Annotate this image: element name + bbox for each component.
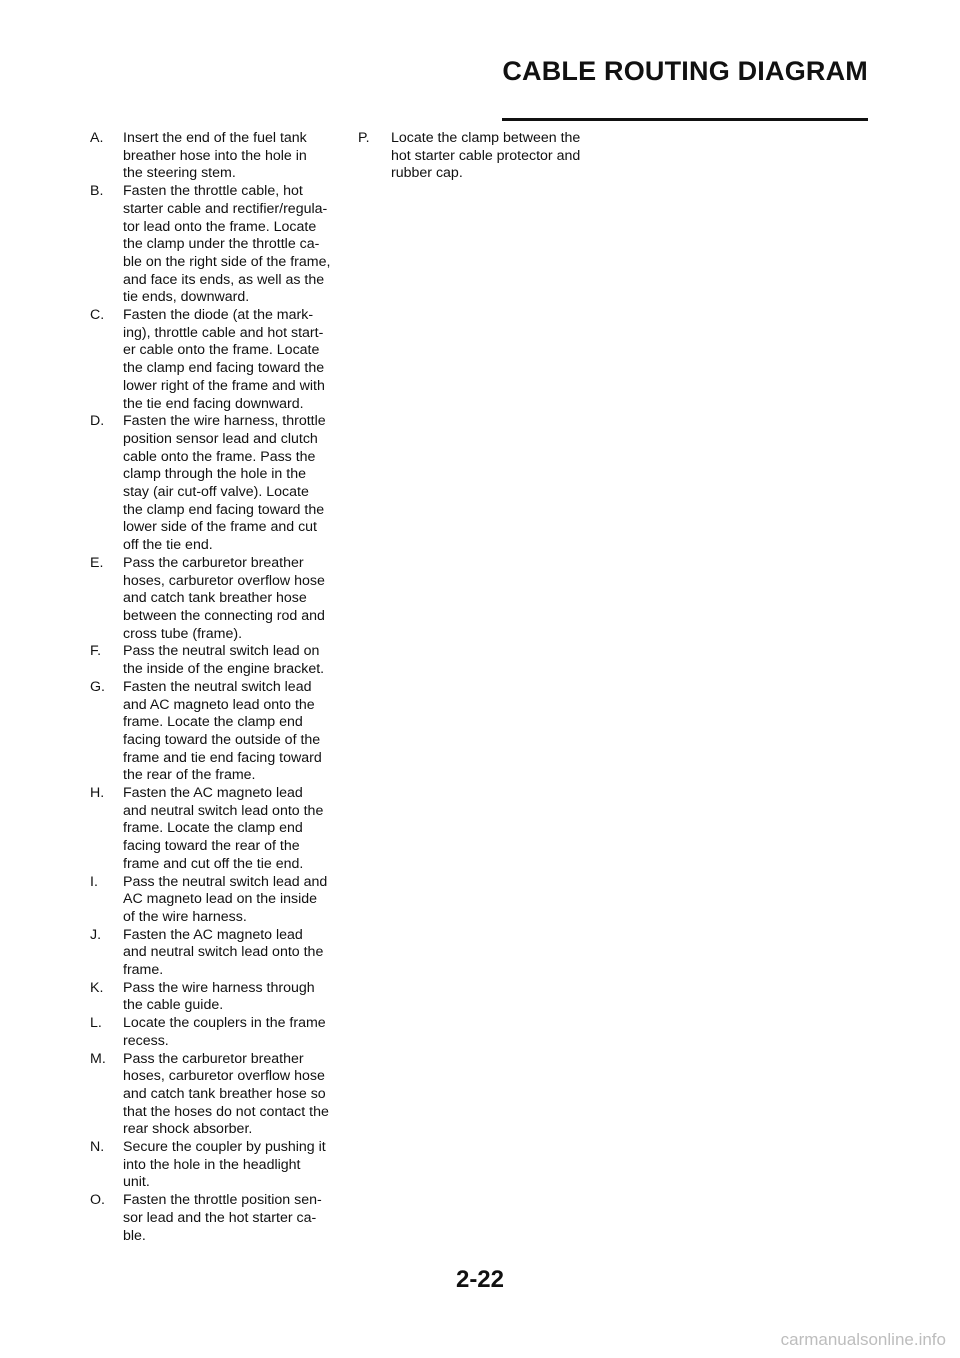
item-text-line: of the wire harness.: [123, 908, 247, 925]
item-text-line: clamp through the hole in the: [123, 466, 306, 483]
item-text-line: tie ends, downward.: [123, 289, 250, 306]
item-text: [123, 307, 340, 413]
item-text-line: Locate the clamp between the: [391, 130, 581, 146]
item-text-line: recess.: [123, 1032, 169, 1049]
item-text-line: the steering stem.: [123, 165, 236, 182]
item-text: [123, 785, 340, 874]
item-text-line: the clamp under the throttle ca-: [123, 236, 320, 253]
list-item: [90, 874, 340, 927]
item-text-line: starter cable and rectifier/regula-: [123, 200, 328, 217]
item-text-line: between the connecting rod and: [123, 607, 325, 624]
item-text-line: cross tube (frame).: [123, 625, 243, 642]
item-text: [123, 980, 340, 1015]
item-text-line: and neutral switch lead onto the: [123, 802, 324, 819]
item-text-line: sor lead and the hot starter ca-: [123, 1209, 317, 1226]
item-text-line: and catch tank breather hose so: [123, 1085, 326, 1102]
list-item: [90, 1192, 340, 1245]
item-text: [123, 927, 340, 980]
list-item: [90, 183, 340, 307]
item-text: [123, 1139, 340, 1192]
item-text-line: and catch tank breather hose: [123, 590, 307, 607]
item-text-line: lower right of the frame and with: [123, 377, 325, 394]
item-text-line: rear shock absorber.: [123, 1121, 253, 1138]
list-item: [90, 1139, 340, 1192]
item-text-line: frame and cut off the tie end.: [123, 855, 304, 872]
item-letter: K.: [90, 979, 104, 996]
item-text-line: that the hoses do not contact the: [123, 1103, 329, 1120]
item-letter: E.: [90, 554, 104, 571]
item-text-line: Pass the carburetor breather: [123, 554, 304, 571]
item-text: [123, 555, 340, 644]
item-text-line: Secure the coupler by pushing it: [123, 1139, 326, 1156]
item-text-line: the clamp end facing toward the: [123, 501, 325, 518]
page-title: CABLE ROUTING DIAGRAM: [502, 56, 868, 86]
item-text-line: facing toward the outside of the: [123, 731, 321, 748]
list-item: [90, 1015, 340, 1050]
item-text-line: er cable onto the frame. Locate: [123, 342, 320, 359]
item-text-line: AC magneto lead on the inside: [123, 891, 318, 908]
list-item: [90, 643, 340, 678]
right-column: [358, 130, 608, 183]
item-text-line: frame. Locate the clamp end: [123, 820, 303, 837]
item-text-line: Fasten the throttle cable, hot: [123, 183, 303, 200]
item-text-line: position sensor lead and clutch: [123, 430, 318, 447]
item-letter: G.: [90, 678, 105, 695]
item-text-line: the inside of the engine bracket.: [123, 661, 325, 678]
item-text: [123, 874, 340, 927]
item-letter: D.: [90, 413, 105, 430]
item-text-line: Pass the carburetor breather: [123, 1050, 304, 1067]
item-text: [391, 130, 608, 183]
item-text-line: hoses, carburetor overflow hose: [123, 1068, 325, 1085]
item-letter: B.: [90, 183, 104, 200]
item-text-line: ble on the right side of the frame,: [123, 253, 331, 270]
item-letter: L.: [90, 1015, 102, 1032]
item-text-line: off the tie end.: [123, 537, 213, 554]
item-letter: J.: [90, 926, 102, 943]
list-item: [90, 413, 340, 555]
item-letter: H.: [90, 785, 105, 802]
item-text-line: Pass the neutral switch lead and: [123, 873, 328, 890]
list-item: [90, 1051, 340, 1140]
item-text-line: Fasten the wire harness, throttle: [123, 413, 326, 430]
item-text-line: Fasten the diode (at the mark-: [123, 307, 314, 324]
item-text: [123, 1051, 340, 1140]
item-text-line: Pass the neutral switch lead on: [123, 643, 320, 660]
item-text-line: into the hole in the headlight: [123, 1156, 301, 1173]
item-text-line: Fasten the throttle position sen-: [123, 1192, 322, 1209]
item-letter: C.: [90, 307, 105, 324]
item-letter: A.: [90, 130, 104, 146]
item-text-line: and neutral switch lead onto the: [123, 944, 324, 961]
item-text-line: Insert the end of the fuel tank: [123, 130, 307, 146]
item-text-line: unit.: [123, 1174, 150, 1191]
item-letter: M.: [90, 1050, 106, 1067]
item-text-line: the cable guide.: [123, 997, 224, 1014]
item-text: [123, 643, 340, 678]
item-text-line: Fasten the AC magneto lead: [123, 926, 303, 943]
item-text: [123, 1015, 340, 1050]
item-letter: F.: [90, 643, 102, 660]
item-text-line: frame.: [123, 962, 164, 979]
item-text-line: tor lead onto the frame. Locate: [123, 218, 317, 235]
item-text: [123, 413, 340, 555]
item-text-line: the rear of the frame.: [123, 767, 256, 784]
item-text-line: cable onto the frame. Pass the: [123, 448, 316, 465]
item-letter: P.: [358, 130, 370, 146]
item-text-line: ble.: [123, 1227, 146, 1244]
item-text: [123, 679, 340, 785]
item-text-line: hot starter cable protector and: [391, 147, 581, 164]
item-text-line: and AC magneto lead onto the: [123, 696, 315, 713]
item-text: [123, 1192, 340, 1245]
item-text-line: lower side of the frame and cut: [123, 519, 317, 536]
left-column: [90, 130, 340, 1245]
item-letter: I.: [90, 873, 98, 890]
list-item: [90, 307, 340, 413]
title-rule: [502, 118, 868, 121]
list-item: [90, 555, 340, 644]
item-text: [123, 130, 340, 183]
item-text-line: Fasten the neutral switch lead: [123, 678, 312, 695]
item-text-line: frame and tie end facing toward: [123, 749, 322, 766]
item-letter: O.: [90, 1192, 105, 1209]
list-item: [90, 785, 340, 874]
item-text-line: ing), throttle cable and hot start-: [123, 324, 324, 341]
item-text-line: rubber cap.: [391, 165, 463, 182]
item-text-line: facing toward the rear of the: [123, 838, 300, 855]
item-text-line: Locate the couplers in the frame: [123, 1015, 326, 1032]
item-text-line: Fasten the AC magneto lead: [123, 785, 303, 802]
watermark: carmanualsonline.info: [780, 1330, 946, 1349]
item-text-line: stay (air cut-off valve). Locate: [123, 484, 309, 501]
list-item: [90, 679, 340, 785]
item-text-line: and face its ends, as well as the: [123, 271, 325, 288]
item-text-line: hoses, carburetor overflow hose: [123, 572, 325, 589]
item-text-line: breather hose into the hole in: [123, 147, 307, 164]
list-item: [358, 130, 608, 183]
list-item: [90, 130, 340, 183]
list-item: [90, 927, 340, 980]
item-text: [123, 183, 340, 307]
item-text-line: frame. Locate the clamp end: [123, 714, 303, 731]
list-item: [90, 980, 340, 1015]
item-text-line: Pass the wire harness through: [123, 979, 315, 996]
item-letter: N.: [90, 1139, 105, 1156]
item-text-line: the tie end facing downward.: [123, 395, 304, 412]
page-number: 2-22: [455, 1266, 505, 1293]
item-text-line: the clamp end facing toward the: [123, 360, 325, 377]
